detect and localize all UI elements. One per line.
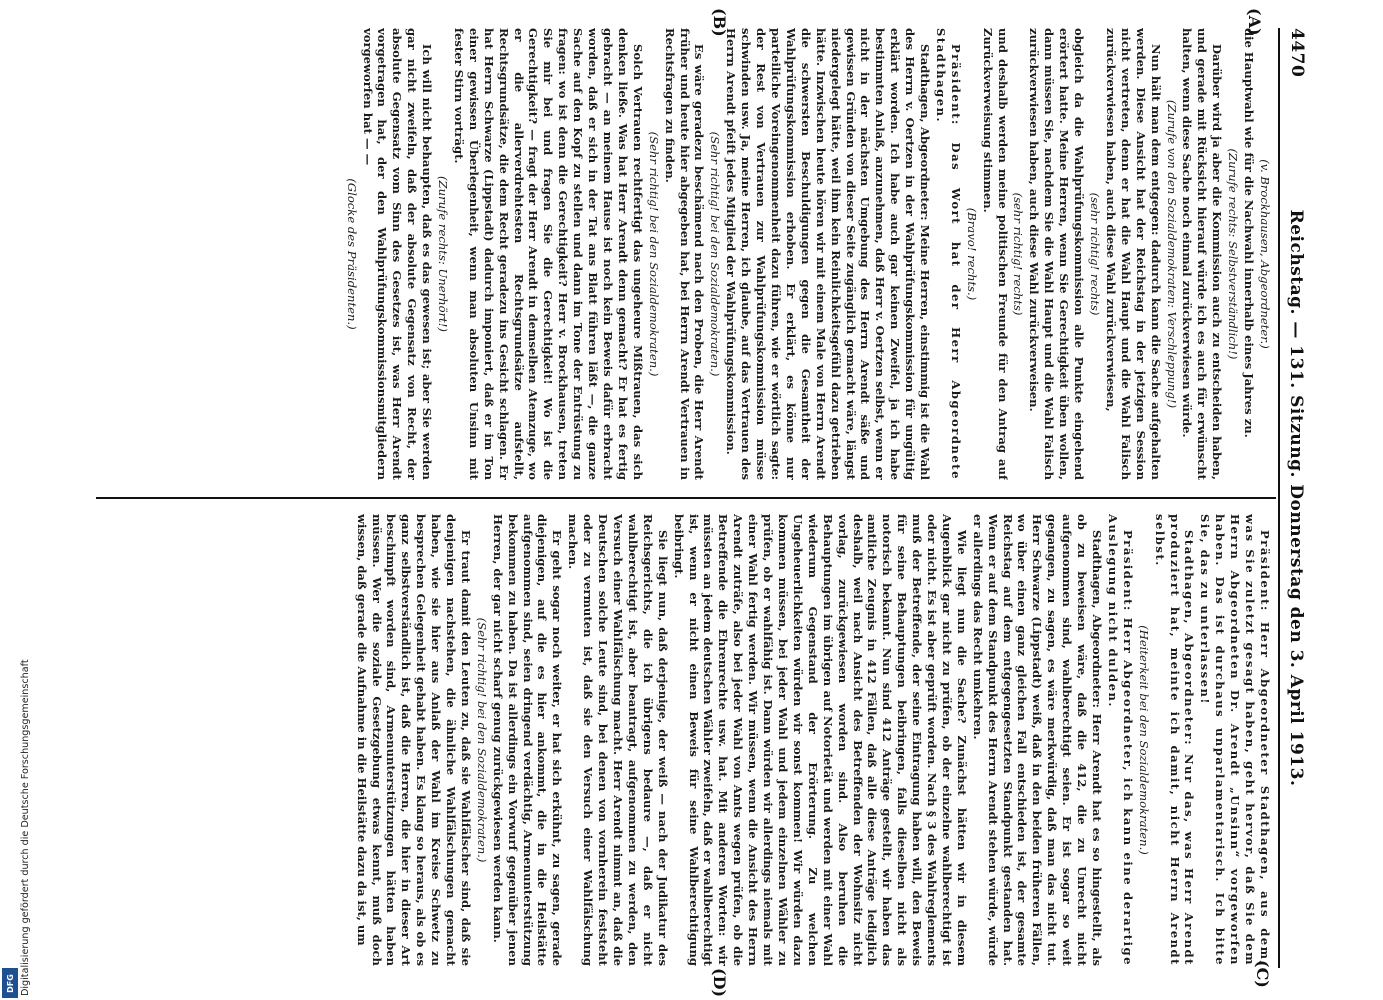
president-statement: Präsident: Herr Abgeordneter, ich kann eine derartige Auslegung nicht dulden.	[1105, 514, 1135, 966]
interjection: (Sehr richtig! bei den Sozialdemokraten.)	[708, 131, 723, 377]
interjection: (Zurufe rechts: Unerhört!)	[436, 176, 451, 332]
paragraph: obgleich da die Wahlprüfungskommission alle Punkte eingehend erörtert hatte. Meine Herren, wenn Sie Gerechtigkeit üben wollen, dann müssen Sie, nachdem Sie die Wahl Haupt und die Wahl Falisch zurückverwiesen haben, auch diese Wahl zurückverweisen.	[1027, 28, 1087, 480]
right-column	[92, 514, 1272, 966]
interjection: (Sehr richtig! bei den Sozialdemokraten.)	[646, 131, 661, 377]
paragraph: Wie liegt nun die Sache? Zunächst hätten wir in diesem Augenblick gar nicht zu prüfen, ob der einzelne wahlberechtigt ist oder nicht. Es ist aber geprüft worden. Nach § 3 des Wahlreglements muß der Betreffende, der seine Eintragung haben will, den Beweis für seine Behauptungen beibringen, falls dieselben nicht als notorisch bekannt. Nun sind 412 Anträge gestellt, wir haben das amtliche Zeugnis in 412 Fällen, daß alle diese Anträge lediglich deshalb, weil nach Ansicht des Betreffenden der Wohnsitz nicht vorlag, zurückgewiesen worden sind. Also beruhen die Behauptungen im übrigen auf Notorietät und werden mit einer Wahl wiederum Gegenstand der Erörterung. Zu welchen Ungeheuerlichkeiten würden wir sonst kommen! Wir würden dazu kommen müssen, bei jeder Wahl und jedem einzelnen Wähler zu prüfen, ob er wahlfähig ist. Dann würden wir allerdings niemals mit einer Wahl fertig werden. Wir müssen, wenn die Ansicht des Herrn Arendt zuträfe, also bei jeder Wahl von Amts wegen prüfen, ob die Betreffende die Ehrenrechte usw. hat. Mit anderen Worten: wir müssten an jedem deutschen Wähler zweifeln, daß er wahlberechtigt ist, wenn er nicht einen Beweis für seine Wahlberechtigung beibringt.	[671, 514, 969, 966]
page-number: 4470	[1287, 28, 1307, 78]
column-divider	[96, 497, 1276, 499]
left-column	[92, 28, 1272, 480]
margin-marker-c: (C)	[1253, 960, 1272, 988]
president-statement: Präsident: Herr Abgeordneter Stadthagen, aus dem, was Sie zuletzt gesagt haben, geht hervor, daß Sie dem Herrn Abgeordneten Dr. Arendt „Unsinn“ vorgeworfen haben. Das ist durchaus unparlamentarisch. Ich bitte Sie, das zu unterlassen!	[1198, 514, 1272, 966]
paragraph: Darüber wird ja aber die Kommission auch zu entscheiden haben, und gerade mit Rücksicht hierauf würde ich es auch für erwünscht halten, wenn diese Sache noch einmal zurückverwiesen würde.	[1180, 28, 1225, 480]
funding-note-text: Digitalisierung gefördert durch die Deutsche Forschungsgemeinschaft	[20, 659, 31, 996]
interjection: (sehr richtig! rechts)	[1011, 192, 1026, 316]
document-page	[84, 8, 1314, 998]
speech-paragraph: Stadthagen, Abgeordneter: Herr Arendt hat es so hingestellt, als ob zu beweisen wäre, daß die 412, die zu Unrecht nicht aufgenommen sind, wahlberechtigt seien. Er ist sogar so weit gegangen, zu sagen, es wäre merkwürdig, daß man das nicht tut. Herr Schwarze (Lippstadt) weiß, daß in den beiden früheren Fällen, wo über einen ganz gleichen Fall entschieden ist, der gesamte Reichstag auf dem entgegengesetzten Standpunkt gestanden hat. Wenn er auf dem Standpunkt des Herrn Arendt stehen würde, würde er allerdings das Recht umkehren.	[970, 514, 1105, 966]
interjection: (Glocke des Präsidenten.)	[344, 178, 359, 330]
paragraph: Nun hält man dem entgegen: dadurch kann die Sache aufgehalten werden. Diese Ansicht hat der Reichstag in der jetzigen Session nicht vertreten, denn er hat die Wahl Haupt und die Wahl Falisch zurückverwiesen haben, auch diese Wahl zurückverwiesen,	[1103, 28, 1163, 480]
paragraph: Solch Vertrauen rechtfertigt das ungeheure Mißtrauen, das sich denken ließe. Was hat Herr Arendt denn gemacht? Er hat es fertig gebracht — an meinem Hause ist noch kein Beweis dafür erbracht worden, daß er sich in der Tat ans Blatt führen läßt —, die ganze Sache auf den Kopf zu stellen und dann im Tone der Entrüstung zu fragen: wo ist denn die Gerechtigkeit? Herr v. Brockhausen, treten Sie mir bei und fragen Sie die Gerechtigkeit! Wo ist die Gerechtigkeit? — fragt der Herr Arendt in demselben Atemzuge, wo er die allerverdrehtesten Rechtsgrundsätze aufstellt, Rechtsgrundsätze, die dem Recht geradezu ins Gesicht schlagen. Er hat Herrn Schwarze (Lippstadt) dadurch imponiert, daß er im Ton einer gewissen Überlegenheit, wenn man absoluten Unsinn mit fester Stirn vorträgt.	[451, 28, 645, 480]
page-header	[1278, 28, 1314, 968]
running-title: Reichstag. — 131. Sitzung. Donnerstag den 3. April 1913.	[1286, 209, 1306, 787]
funding-note	[2, 606, 31, 996]
interjection: (sehr richtig! rechts)	[1088, 192, 1103, 316]
speech-paragraph: Stadthagen, Abgeordneter: Nur das, was Herr Arendt produziert hat, meinte ich damit, nicht Herrn Arendt selbst.	[1152, 514, 1197, 966]
margin-marker-b: (B)	[710, 8, 729, 37]
dfg-logo-text: DFG	[5, 973, 15, 993]
paragraph: Er geht sogar noch weiter, er hat sich erkühnt, zu sagen, gerade diejenigen, auf die es hier ankommt, die in die Heilstätte aufgenommen sind, seien dringend verdächtig, Armenunterstützung bekommen zu haben. Da ist allerdings ein Vorwurf gegenüber jenen Herren, der gar nicht scharf genug zurückgewiesen werden kann.	[490, 514, 565, 966]
paragraph: Sie liegt nun, daß derjenige, der weiß — nach der Judikatur des Reichsgerichts, die ich übrigens bedaure —, daß er nicht wahlberechtigt ist, aber beantragt, aufgenommen zu werden, den Versuch einer Wahlfälschung macht. Herr Arendt nimmt an, daß die Deutschen solche Leute sind, bei denen von vornherein feststeht oder zu vermuten ist, daß sie den Versuch einer Wahlfälschung machen.	[566, 514, 670, 966]
margin-marker-d: (D)	[710, 968, 729, 998]
paragraph: und deshalb werden meine politischen Freunde für den Antrag auf Zurückverweisung stimmen.	[980, 28, 1010, 480]
president-statement: Präsident: Das Wort hat der Herr Abgeordnete Stadthagen.	[933, 28, 963, 480]
speaker-line: (v. Brockhausen, Abgeordneter.)	[1258, 159, 1272, 349]
interjection: (Sehr richtig! bei den Sozialdemokraten.)	[474, 617, 489, 863]
interjection: (Zurufe rechts: Selbstverständlich!)	[1226, 148, 1241, 360]
interjection: (Zurufe von den Sozialdemokraten: Verschleppung!)	[1164, 99, 1179, 409]
paragraph: Es wäre geradezu beschämend nach den Proben, die Herr Arendt früher und heute hier abgegeben hat, bei Herrn Arendt Vertrauen in Rechtsfragen zu finden.	[662, 28, 707, 480]
speech-paragraph: Stadthagen, Abgeordneter: Meine Herren, einstimmig ist die Wahl des Herrn v. Oertzen in der Wahlprüfungskommission für ungültig erklärt worden. Ich habe auch gar keinen Zweifel, ja ich habe bestimmten Anlaß, anzunehmen, daß Herr v. Oertzen selbst, wenn er nicht in der nächsten Umgebung des Herrn Arendt säße und gewissen Gründen von dieser Seite zugänglich gemacht wäre, längst niedergelegt hätte, weil ihm kein Reinlichkeitsgefühl dazu getrieben hätte. Inzwischen heute hören wir mit einem Male von Herrn Arendt die schwersten Beschuldigungen gegen die Gesamtheit der Wahlprüfungskommission erhoben. Er erklärt, es könne nur parteiliche Voreingenommenheit dazu führen, wie er wörtlich sagte: der Rest von Vertrauen zur Wahlprüfungskommission müsse schwinden usw. Ja, meine Herren, ich glaube, auf das Vertrauen des Herrn Arendt pfeift jedes Mitglied der Wahlprüfungskommission.	[724, 28, 933, 480]
paragraph: Er traut damit den Leuten zu, daß sie Wahlfälscher sind, daß sie denjenigen nachstehen, die ähnliche Wahlfälschungen gemacht haben, wie sie hier aus Anlaß der Wahl im Kreise Schwetz zu besprechen Gelegenheit gehabt haben. Es klang so heraus, als ob es ganz selbstverständlich ist, daß die Herren, die hier in dieser Art beschimpft worden sind, Armenunterstützungen hätten haben müssen. Wer die soziale Gesetzgebung etwas kennt, muß doch wissen, daß gerade die Aufnahme in die Heilstätte dazu da ist, um	[354, 514, 473, 966]
interjection: (Heiterkeit bei den Sozialdemokraten.)	[1136, 625, 1151, 855]
paragraph: Ich will nicht behaupten, daß es das gewesen ist; aber Sie werden gar nicht zweifeln, daß der absolute Gegensatz von Recht, der absolute Gegensatz vom Sinn des Gesetzes ist, was Herr Arendt vorgetragen hat, der den Wahlprüfungskommissionsmitgliedern vorgeworfen hat — —	[360, 28, 435, 480]
margin-marker-a: (A)	[1245, 8, 1264, 36]
paragraph: die Hauptwahl wie für die Nachwahl innerhalb eines Jahres zu.	[1242, 28, 1257, 438]
dfg-logo	[2, 968, 18, 998]
interjection: (Bravo! rechts.)	[964, 207, 979, 301]
